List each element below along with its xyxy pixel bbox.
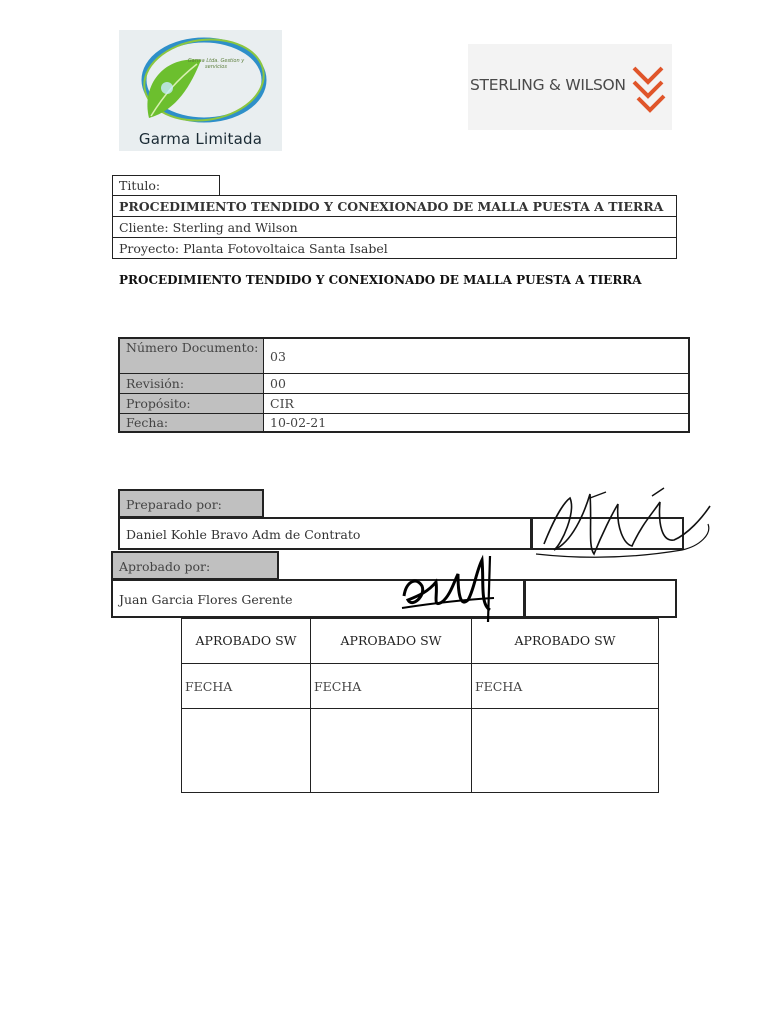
doc-number-label: Número Documento:	[120, 339, 264, 373]
sw-approval-column	[182, 619, 311, 792]
date-label: Fecha:	[120, 414, 264, 431]
doc-number-value: 03	[270, 349, 286, 364]
page-heading: PROCEDIMIENTO TENDIDO Y CONEXIONADO DE MALLA PUESTA A TIERRA	[119, 273, 642, 287]
doc-row-number	[120, 339, 688, 374]
approved-by-name: Juan Garcia Flores Gerente	[111, 579, 525, 618]
approved-signature	[398, 552, 502, 628]
sterling-wilson-logo	[468, 44, 672, 130]
sw-approval-header: APROBADO SW	[340, 633, 442, 648]
sw-approval-header: APROBADO SW	[195, 633, 297, 648]
sw-approval-date-label: FECHA	[185, 679, 233, 694]
garma-tagline: Garma Ltda. Gestion y servicios	[187, 58, 245, 70]
document-info-table	[118, 337, 690, 433]
project-field: Proyecto: Planta Fotovoltaica Santa Isabel	[112, 237, 677, 259]
client-field: Cliente: Sterling and Wilson	[112, 216, 677, 238]
sterling-wilson-logo-text: STERLING & WILSON	[470, 76, 626, 94]
prepared-by-name: Daniel Kohle Bravo Adm de Contrato	[118, 517, 532, 550]
revision-label: Revisión:	[120, 374, 264, 393]
sterling-wilson-mark-icon	[628, 62, 672, 118]
purpose-label: Propósito:	[120, 394, 264, 413]
sw-approval-date-label: FECHA	[314, 679, 362, 694]
sw-approval-column	[472, 619, 658, 792]
doc-row-date	[120, 414, 688, 431]
approved-signature-box	[524, 579, 677, 618]
prepared-signature	[532, 484, 716, 564]
sw-approval-table	[181, 618, 659, 793]
doc-row-purpose	[120, 394, 688, 414]
garma-logo-text: Garma Limitada	[138, 130, 263, 148]
prepared-by-label: Preparado por:	[118, 489, 264, 518]
sw-approval-header: APROBADO SW	[514, 633, 616, 648]
approved-by-label: Aprobado por:	[111, 551, 279, 580]
title-value: PROCEDIMIENTO TENDIDO Y CONEXIONADO DE MALLA PUESTA A TIERRA	[112, 195, 677, 217]
date-value: 10-02-21	[270, 415, 327, 430]
purpose-value: CIR	[270, 396, 294, 411]
sw-approval-column	[311, 619, 472, 792]
garma-logo	[119, 30, 282, 151]
title-label: Titulo:	[112, 175, 220, 196]
revision-value: 00	[270, 376, 286, 391]
sw-approval-date-label: FECHA	[475, 679, 523, 694]
doc-row-revision	[120, 374, 688, 394]
